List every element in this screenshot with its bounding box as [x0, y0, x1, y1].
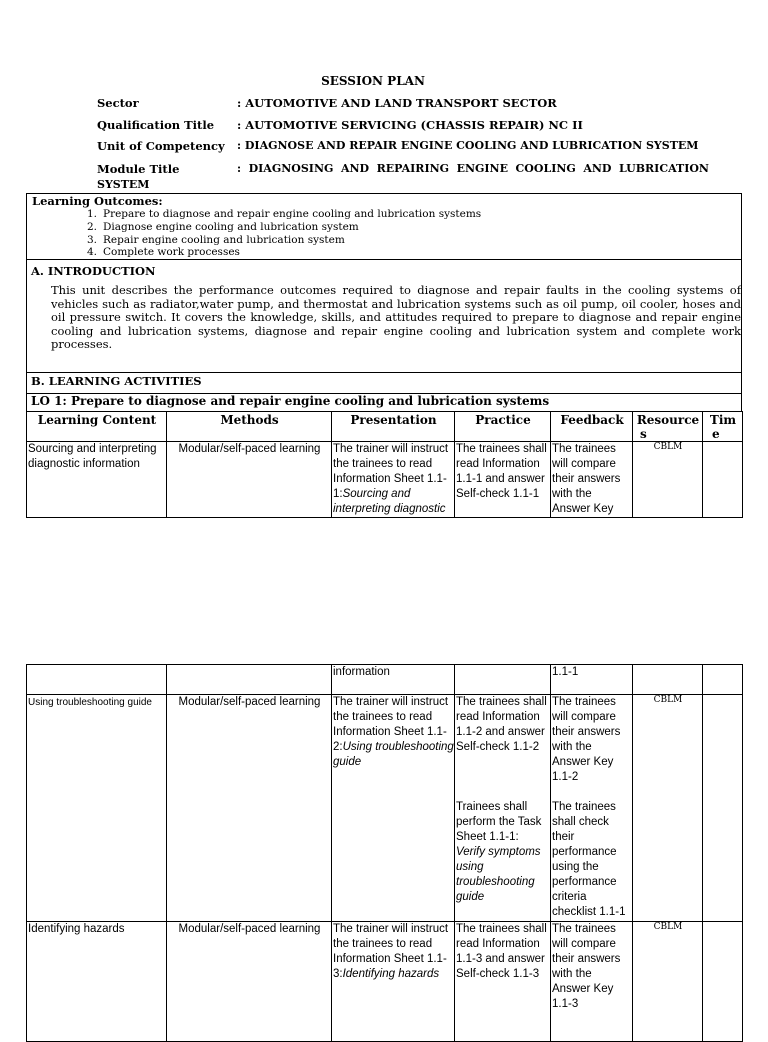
column-header-practice: Practice [455, 412, 551, 442]
cell-learning-content: Using troubleshooting guide [27, 695, 167, 922]
column-header-methods: Methods [167, 412, 332, 442]
cell-practice: The trainees shall read Information 1.1-3 and answer Self-check 1.1-3 [455, 922, 551, 1042]
cell-method [167, 665, 332, 695]
column-header-feedback: Feedback [551, 412, 633, 442]
cell-practice: The trainees shall read Information 1.1-1 and answer Self-check 1.1-1 [455, 442, 551, 518]
cell-resources: CBLM [633, 922, 703, 1042]
cell-feedback: The trainees will compare their answers with the Answer Key [551, 442, 633, 518]
cell-learning-content [27, 665, 167, 695]
cell-presentation: information [332, 665, 455, 695]
lo1-box [26, 393, 742, 412]
cell-resources: CBLM [633, 695, 703, 922]
activities-table [26, 411, 743, 518]
table-row [27, 442, 743, 518]
column-header-presentation: Presentation [332, 412, 455, 442]
cell-feedback: 1.1-1 [551, 665, 633, 695]
column-header-resources: Resource s [633, 412, 703, 442]
list-item: 3. Repair engine cooling and lubrication system [86, 233, 345, 246]
sector-value: : AUTOMOTIVE AND LAND TRANSPORT SECTOR [237, 96, 557, 110]
competency-label: Unit of Competency [97, 139, 225, 153]
table-header-row [27, 412, 743, 442]
column-header-time: Tim e [703, 412, 743, 442]
learning-outcomes-heading: Learning Outcomes: [32, 194, 163, 208]
competency-value: : DIAGNOSE AND REPAIR ENGINE COOLING AND LUBRICATION SYSTEM [237, 139, 699, 152]
learning-outcomes-list [83, 208, 481, 259]
introduction-heading: A. INTRODUCTION [31, 264, 156, 278]
cell-time [703, 665, 743, 695]
qualification-label: Qualification Title [97, 118, 215, 132]
learning-activities-box [26, 372, 742, 394]
module-value-cont: SYSTEM [97, 178, 150, 191]
introduction-box [26, 259, 742, 373]
cell-method: Modular/self-paced learning [167, 922, 332, 1042]
cell-resources: CBLM [633, 442, 703, 518]
cell-practice: The trainees shall read Information 1.1-2 and answer Self-check 1.1-2 Trainees shall perform the Task Sheet 1.1-1: Verify symptoms using troubleshooting guide [455, 695, 551, 922]
list-item: 2. Diagnose engine cooling and lubrication system [86, 220, 359, 233]
cell-resources [633, 665, 703, 695]
cell-presentation: The trainer will instruct the trainees to read Information Sheet 1.1-2:Using troubleshooting guide [332, 695, 455, 922]
cell-practice [455, 665, 551, 695]
introduction-text: This unit describes the performance outcomes required to diagnose and repair faults in the cooling systems of vehicles such as radiator,water pump, and thermostat and lubrication systems such as oil pump, oil cooler, hoses and oil pressure switch. It covers the knowledge, skills, and attitudes required to prepare to diagnose and repair engine cooling and lubrication systems, diagnose and repair engine cooling and lubrication system and complete work processes. [51, 283, 741, 351]
cell-time [703, 442, 743, 518]
activities-table-continued [26, 664, 743, 1042]
column-header-learning-content: Learning Content [27, 412, 167, 442]
cell-feedback: The trainees will compare their answers with the Answer Key 1.1-2 The trainees shall check their performance using the performance criteria checklist 1.1-1 [551, 695, 633, 922]
cell-presentation: The trainer will instruct the trainees to read Information Sheet 1.1-1:Sourcing and interpreting diagnostic [332, 442, 455, 518]
table-row [27, 695, 743, 922]
lo1-heading: LO 1: Prepare to diagnose and repair engine cooling and lubrication systems [31, 394, 550, 408]
cell-method: Modular/self-paced learning [167, 695, 332, 922]
cell-learning-content: Identifying hazards [27, 922, 167, 1042]
sector-label: Sector [97, 96, 139, 110]
table-row [27, 665, 743, 695]
cell-learning-content: Sourcing and interpreting diagnostic information [27, 442, 167, 518]
cell-time [703, 695, 743, 922]
list-item: 4. Complete work processes [86, 246, 240, 259]
cell-presentation: The trainer will instruct the trainees to read Information Sheet 1.1-3:Identifying hazards [332, 922, 455, 1042]
learning-outcomes-box [26, 193, 742, 260]
qualification-value: : AUTOMOTIVE SERVICING (CHASSIS REPAIR) NC II [237, 118, 583, 132]
learning-activities-heading: B. LEARNING ACTIVITIES [31, 374, 202, 388]
module-label: Module Title [97, 162, 180, 176]
cell-method: Modular/self-paced learning [167, 442, 332, 518]
page-title: SESSION PLAN [321, 74, 425, 88]
module-value: : DIAGNOSING AND REPAIRING ENGINE COOLING AND LUBRICATION [237, 162, 709, 175]
list-item: 1. Prepare to diagnose and repair engine cooling and lubrication systems [86, 208, 482, 220]
cell-feedback: The trainees will compare their answers with the Answer Key 1.1-3 [551, 922, 633, 1042]
